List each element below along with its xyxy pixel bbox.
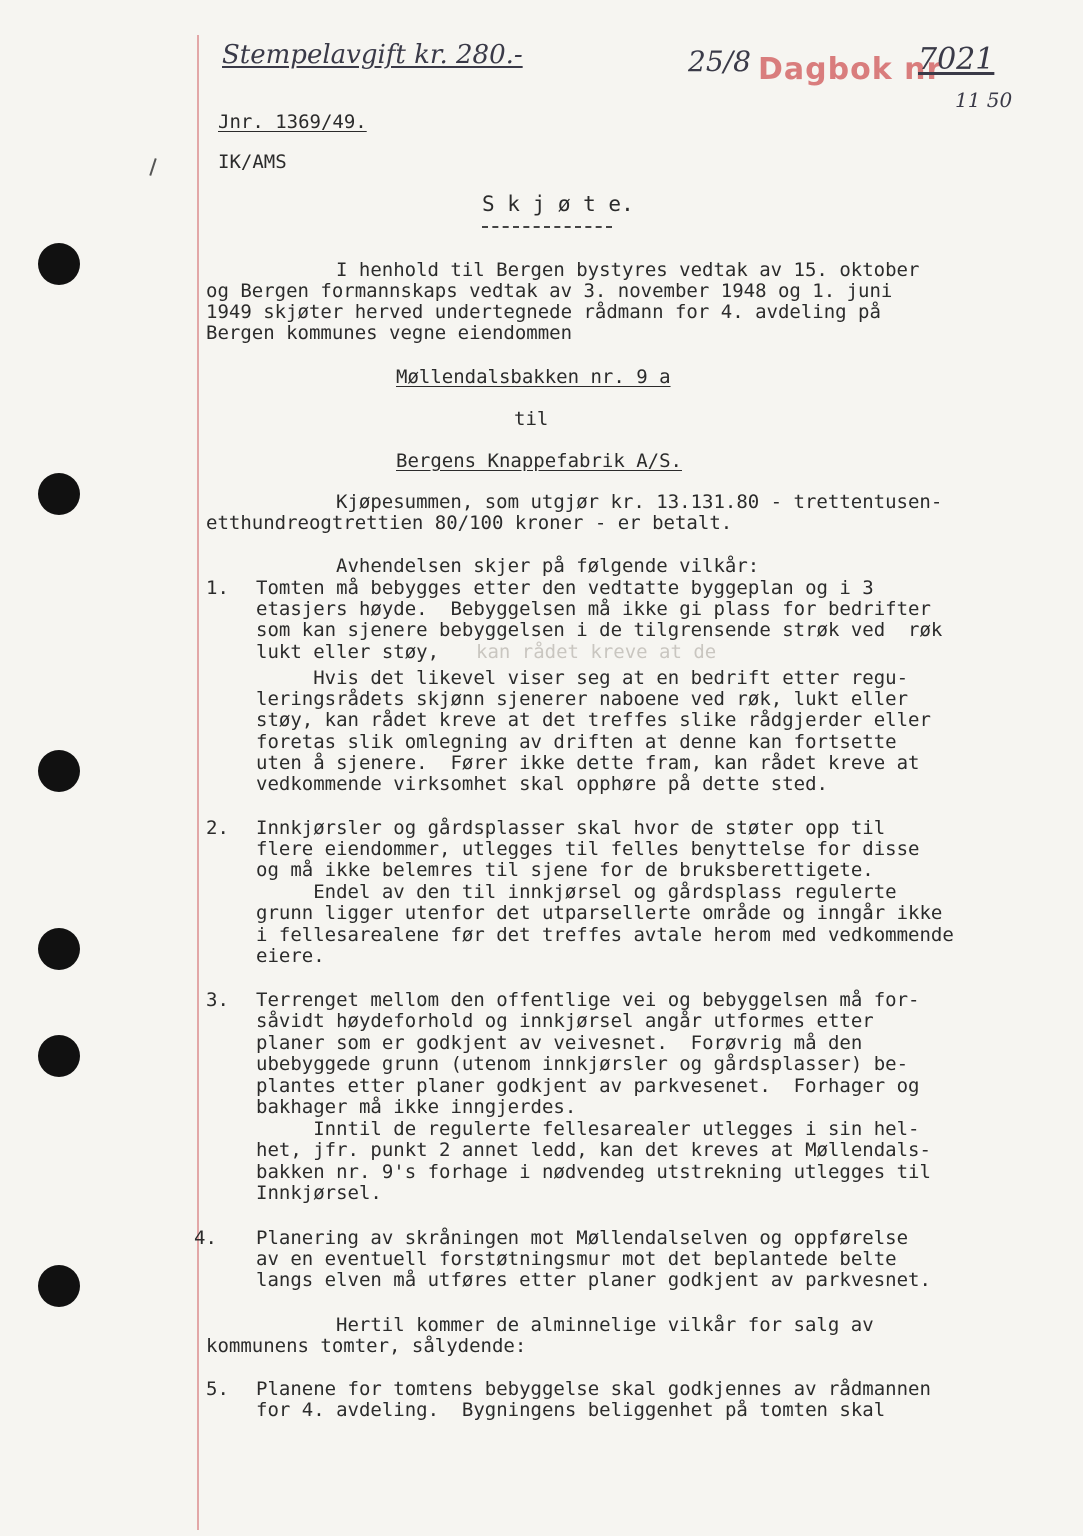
dagbok-stamp: Dagbok nr — [758, 52, 943, 87]
item-line: såvidt høydeforhold og innkjørsel angår utformes etter — [256, 1010, 874, 1032]
intro-line: og Bergen formannskaps vedtak av 3. november 1948 og 1. juni — [206, 280, 893, 302]
item-line: planer som er godkjent av veivesnet. Forøvrig må den — [256, 1032, 863, 1054]
margin-line — [197, 35, 199, 1530]
item-line: etasjers høyde. Bebyggelsen må ikke gi plass for bedrifter — [256, 598, 931, 620]
general-line: Hertil kommer de alminnelige vilkår for salg av — [336, 1314, 874, 1336]
item-line: Terrenget mellom den offentlige vei og bebyggelsen må for- — [256, 989, 920, 1011]
dagbok-date: 11 50 — [955, 88, 1013, 112]
conditions-intro: Avhendelsen skjer på følgende vilkår: — [336, 555, 760, 577]
item-line: Tomten må bebygges etter den vedtatte byggeplan og i 3 — [256, 577, 874, 599]
item-number: 5. — [206, 1378, 229, 1400]
item-number: 2. — [206, 817, 229, 839]
title-rule — [482, 226, 612, 228]
struck-text: kan rådet kreve at de — [476, 641, 717, 663]
item-line: leringsrådets skjønn sjenerer naboene ved røk, lukt eller — [256, 688, 909, 710]
item-number: 4. — [194, 1227, 217, 1249]
intro-line: Bergen kommunes vegne eiendommen — [206, 322, 573, 344]
item-line: flere eiendommer, utlegges til felles benyttelse for disse — [256, 838, 920, 860]
item-line: eiere. — [256, 945, 325, 967]
property-name: Møllendalsbakken nr. 9 a — [396, 366, 671, 388]
item-line: Inntil de regulerte fellesarealer utlegges i sin hel- — [256, 1118, 920, 1140]
item-line: foretas slik omlegning av driften at denne kan fortsette — [256, 731, 897, 753]
journal-number: Jnr. 1369/49. — [218, 111, 367, 133]
item-line: som kan sjenere bebyggelsen i de tilgrensende strøk ved røk — [256, 619, 943, 641]
dagbok-number: 7021 — [918, 42, 995, 77]
item-line: Planering av skråningen mot Møllendalselven og oppførelse — [256, 1227, 909, 1249]
fee-note: Stempelavgift kr. 280.- — [222, 40, 523, 70]
binder-hole — [38, 750, 80, 792]
item-line: het, jfr. punkt 2 annet ledd, kan det kreves at Møllendals- — [256, 1139, 931, 1161]
binder-hole — [38, 1265, 80, 1307]
initials: IK/AMS — [218, 151, 287, 173]
item-line: av en eventuell forstøtningsmur mot det beplantede belte — [256, 1248, 897, 1270]
item-line: langs elven må utføres etter planer godkjent av parkvesnet. — [256, 1269, 931, 1291]
item-line: bakhager må ikke inngjerdes. — [256, 1096, 577, 1118]
til-word: til — [514, 408, 549, 430]
item-line: lukt eller støy, — [256, 641, 440, 663]
item-line: Endel av den til innkjørsel og gårdsplass regulerte — [256, 881, 897, 903]
binder-hole — [38, 473, 80, 515]
item-line: for 4. avdeling. Bygningens beliggenhet på tomten skal — [256, 1399, 886, 1421]
item-line: uten å sjenere. Fører ikke dette fram, kan rådet kreve at — [256, 752, 920, 774]
binder-hole — [38, 928, 80, 970]
item-number: 3. — [206, 989, 229, 1011]
item-line: Hvis det likevel viser seg at en bedrift etter regu- — [256, 667, 909, 689]
item-line: vedkommende virksomhet skal opphøre på dette sted. — [256, 773, 828, 795]
date-note: 25/8 — [688, 45, 751, 78]
item-line: Innkjørsel. — [256, 1182, 382, 1204]
item-line: og må ikke belemres til sjene for de bruksberettigete. — [256, 859, 874, 881]
item-line: i fellesarealene før det treffes avtale herom med vedkommende — [256, 924, 954, 946]
item-line: grunn ligger utenfor det utparsellerte område og inngår ikke — [256, 902, 943, 924]
intro-line: I henhold til Bergen bystyres vedtak av 15. oktober — [336, 259, 920, 281]
item-line: bakken nr. 9's forhage i nødvendeg utstrekning utlegges til — [256, 1161, 931, 1183]
binder-hole — [38, 243, 80, 285]
buyer-name: Bergens Knappefabrik A/S. — [396, 450, 682, 472]
general-line: kommunens tomter, sålydende: — [206, 1335, 527, 1357]
intro-line: 1949 skjøter herved undertegnede rådmann for 4. avdeling på — [206, 301, 881, 323]
item-line: støy, kan rådet kreve at det treffes slike rådgjerder eller — [256, 709, 931, 731]
margin-tick — [149, 158, 156, 176]
item-line: Planene for tomtens bebyggelse skal godkjennes av rådmannen — [256, 1378, 931, 1400]
document-title: S k j ø t e. — [482, 192, 634, 216]
item-line: Innkjørsler og gårdsplasser skal hvor de støter opp til — [256, 817, 886, 839]
purchase-line: etthundreogtrettien 80/100 kroner - er betalt. — [206, 512, 733, 534]
item-number: 1. — [206, 577, 229, 599]
purchase-line: Kjøpesummen, som utgjør kr. 13.131.80 - trettentusen- — [336, 491, 943, 513]
item-line: ubebyggede grunn (utenom innkjørsler og gårdsplasser) be- — [256, 1053, 909, 1075]
binder-hole — [38, 1035, 80, 1077]
item-line: plantes etter planer godkjent av parkvesenet. Forhager og — [256, 1075, 920, 1097]
